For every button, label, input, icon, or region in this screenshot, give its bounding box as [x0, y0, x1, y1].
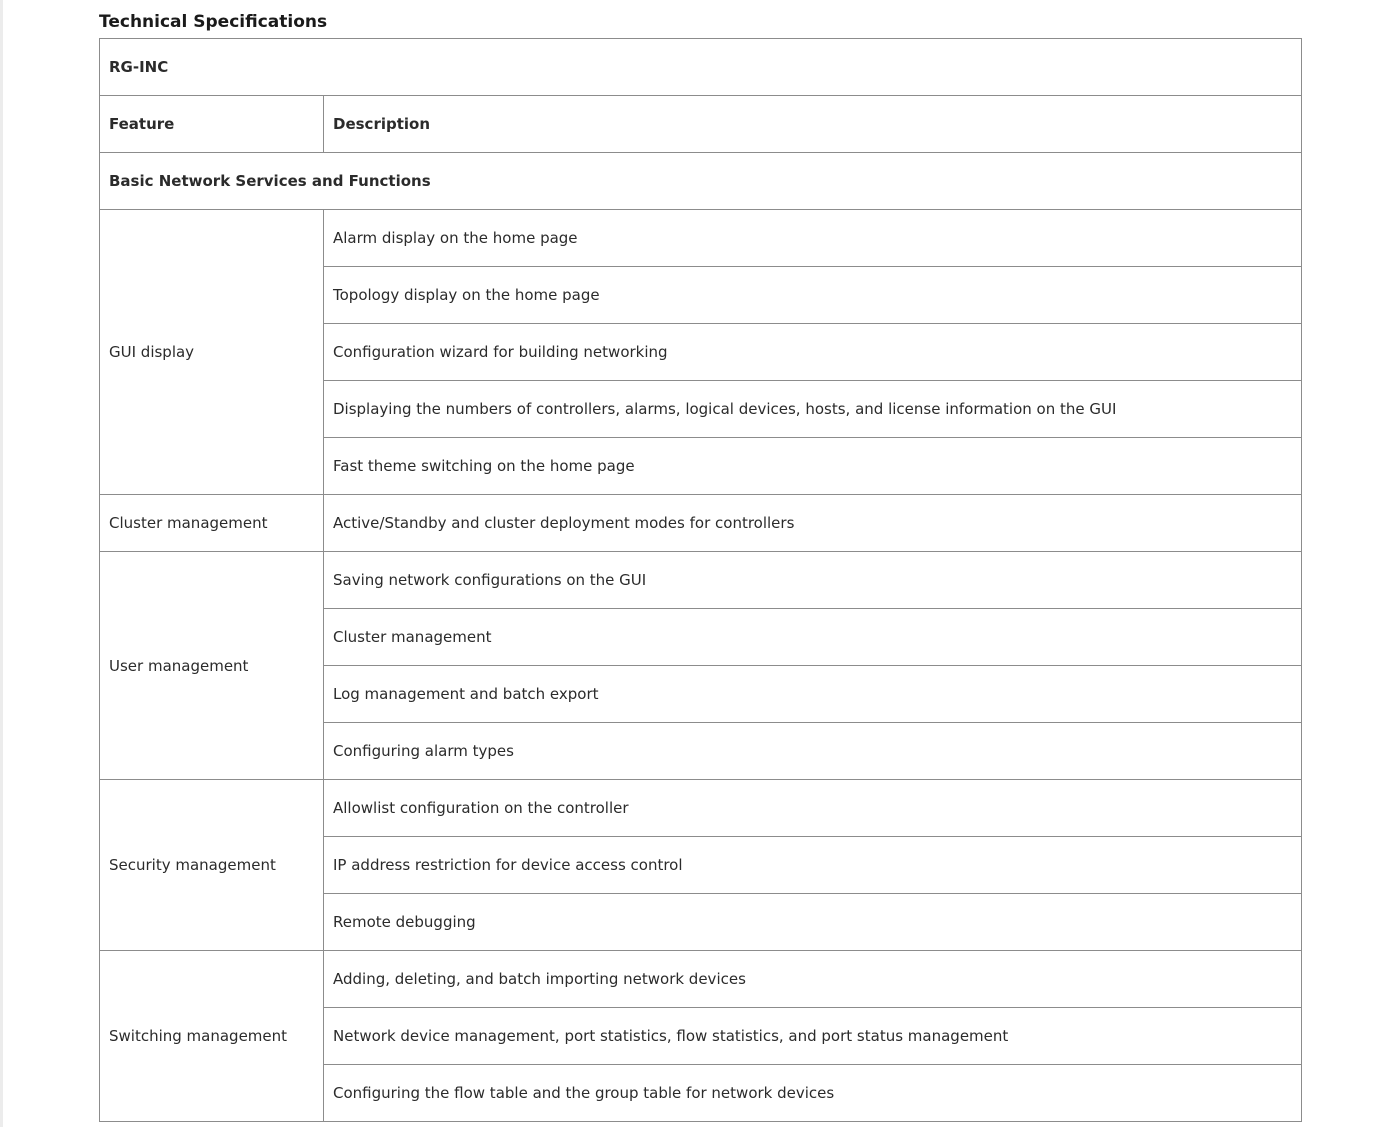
description-cell: Log management and batch export: [324, 666, 1302, 723]
table-row: [100, 495, 1302, 552]
section-title: Basic Network Services and Functions: [100, 153, 1302, 210]
table-row: [100, 951, 1302, 1008]
description-cell: Configuring the flow table and the group table for network devices: [324, 1065, 1302, 1122]
table-row: [100, 552, 1302, 609]
section-row: [100, 153, 1302, 210]
product-name: RG-INC: [100, 39, 1302, 96]
description-cell: Configuring alarm types: [324, 723, 1302, 780]
description-cell: IP address restriction for device access control: [324, 837, 1302, 894]
feature-cell: Security management: [100, 780, 324, 951]
page-title: Technical Specifications: [99, 12, 328, 32]
page-edge: [0, 0, 3, 1127]
feature-cell: Switching management: [100, 951, 324, 1122]
description-cell: Active/Standby and cluster deployment modes for controllers: [324, 495, 1302, 552]
feature-cell: Cluster management: [100, 495, 324, 552]
description-cell: Topology display on the home page: [324, 267, 1302, 324]
description-cell: Adding, deleting, and batch importing network devices: [324, 951, 1302, 1008]
description-cell: Fast theme switching on the home page: [324, 438, 1302, 495]
feature-cell: GUI display: [100, 210, 324, 495]
table-row: [100, 210, 1302, 267]
description-cell: Allowlist configuration on the controller: [324, 780, 1302, 837]
description-cell: Alarm display on the home page: [324, 210, 1302, 267]
table-row: [100, 780, 1302, 837]
spec-table: [99, 38, 1302, 1122]
feature-cell: User management: [100, 552, 324, 780]
table-row: [100, 39, 1302, 96]
column-header-description: Description: [324, 96, 1302, 153]
column-header-feature: Feature: [100, 96, 324, 153]
description-cell: Cluster management: [324, 609, 1302, 666]
description-cell: Displaying the numbers of controllers, alarms, logical devices, hosts, and license information on the GUI: [324, 381, 1302, 438]
description-cell: Remote debugging: [324, 894, 1302, 951]
description-cell: Network device management, port statistics, flow statistics, and port status management: [324, 1008, 1302, 1065]
description-cell: Saving network configurations on the GUI: [324, 552, 1302, 609]
header-row: [100, 96, 1302, 153]
description-cell: Configuration wizard for building networking: [324, 324, 1302, 381]
